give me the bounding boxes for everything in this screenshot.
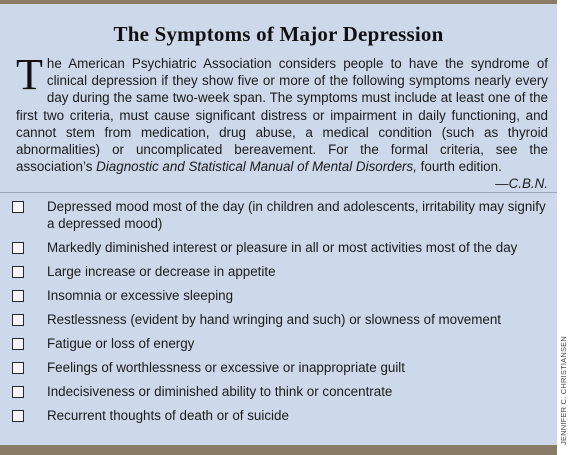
panel-title: The Symptoms of Major Depression xyxy=(113,22,444,46)
checklist-item xyxy=(10,287,550,304)
checklist-item xyxy=(10,263,550,280)
checklist-item xyxy=(10,198,550,232)
divider xyxy=(0,192,557,193)
top-rule xyxy=(0,0,557,4)
checklist-item-label: Recurrent thoughts of death or of suicide xyxy=(47,408,289,423)
checklist-item-label: Fatigue or loss of energy xyxy=(47,336,195,351)
checkbox[interactable] xyxy=(12,410,24,422)
checkbox[interactable] xyxy=(12,362,24,374)
intro-text-end: fourth edition. xyxy=(416,159,502,175)
intro-book-title: Diagnostic and Statistical Manual of Mental Disorders, xyxy=(96,159,417,175)
checkbox[interactable] xyxy=(12,201,24,213)
symptom-checklist xyxy=(10,198,550,424)
author-initials: —C.B.N. xyxy=(495,176,548,192)
checklist-item xyxy=(10,311,550,328)
checklist-item-label: Indecisiveness or diminished ability to think or concentrate xyxy=(47,384,393,399)
checklist-item xyxy=(10,335,550,352)
checklist-item-label: Markedly diminished interest or pleasure in all or most activities most of the day xyxy=(47,240,518,255)
checklist-item-label: Large increase or decrease in appetite xyxy=(47,264,276,279)
checklist-item xyxy=(10,239,550,256)
checklist-item xyxy=(10,359,550,376)
checkbox[interactable] xyxy=(12,338,24,350)
intro-paragraph xyxy=(16,50,548,193)
checklist-item-label: Insomnia or excessive sleeping xyxy=(47,288,234,303)
checklist-item-label: Restlessness (evident by hand wringing and such) or slowness of movement xyxy=(47,312,502,327)
checklist-item xyxy=(10,383,550,400)
checklist-item-label: Feelings of worthlessness or excessive or inappropriate guilt xyxy=(47,360,406,375)
checkbox[interactable] xyxy=(12,290,24,302)
checkbox[interactable] xyxy=(12,386,24,398)
drop-cap: T xyxy=(16,50,43,99)
checkbox[interactable] xyxy=(12,242,24,254)
checklist-item xyxy=(10,407,550,424)
checkbox[interactable] xyxy=(12,266,24,278)
illustration-credit: JENNIFER C. CHRISTIANSEN xyxy=(559,336,568,445)
bottom-rule xyxy=(0,445,557,455)
intro-text: he American Psychiatric Association considers people to have the syndrome of clinical depression if they show five or more of the following symptoms nearly every day during the same two-week span. The symptoms must include at least one of the first two criteria, must cause significant distress or impairment in daily functioning, and cannot stem from medication, drug abuse, a medical condition (such as thyroid abnormalities) or uncomplicated bereavement. For the formal criteria, see the association’s xyxy=(16,56,548,175)
checklist-item-label: Depressed mood most of the day (in children and adolescents, irritability may signify a depressed mood) xyxy=(47,199,546,231)
checkbox[interactable] xyxy=(12,314,24,326)
